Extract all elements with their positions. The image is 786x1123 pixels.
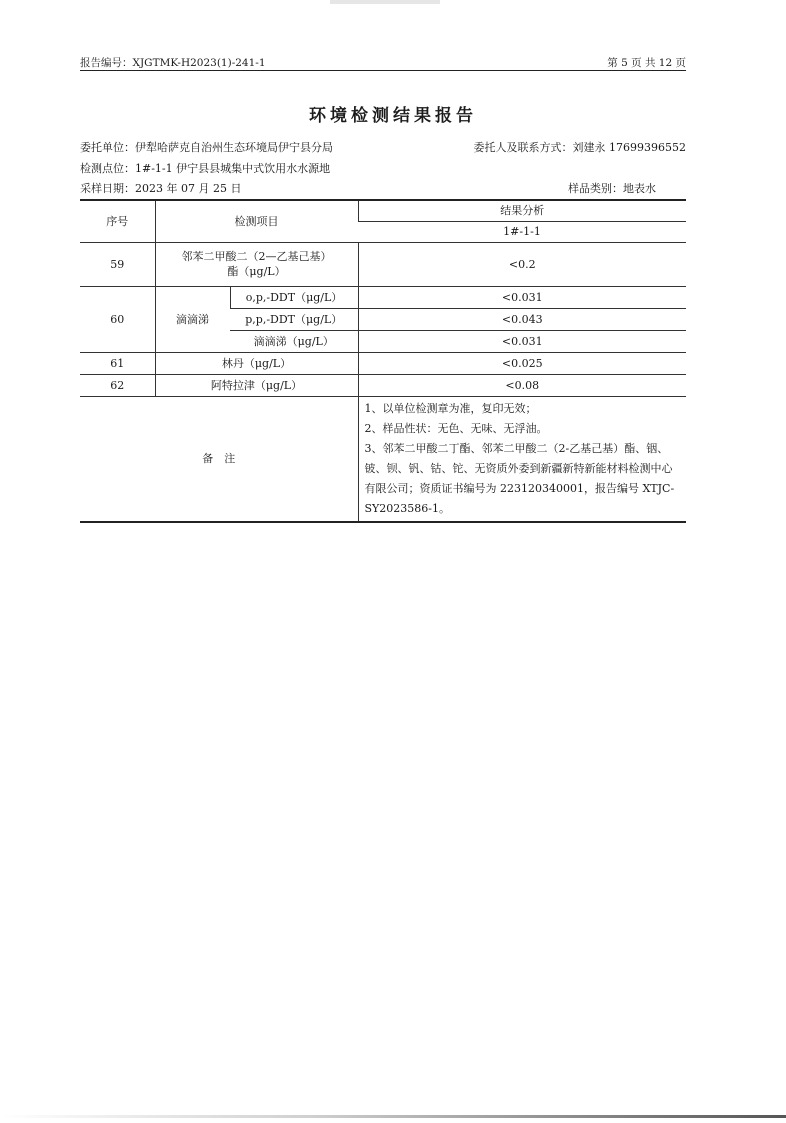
page-indicator: 第 5 页 共 12 页 [607, 57, 686, 69]
row-no: 60 [80, 286, 155, 352]
col-header-sample: 1#-1-1 [358, 221, 686, 242]
col-header-result: 结果分析 [358, 200, 686, 221]
row-no: 61 [80, 352, 155, 374]
col-header-item: 检测项目 [155, 200, 358, 242]
row-value: <0.2 [358, 242, 686, 286]
row-item: 林丹（μg/L） [155, 352, 358, 374]
row-value: <0.031 [358, 286, 686, 308]
remark-item: 2、样品性状：无色、无味、无浮油。 [364, 421, 548, 435]
row-subitem: 滴滴涕（μg/L） [230, 330, 358, 352]
row-subitem: p,p,-DDT（μg/L） [230, 308, 358, 330]
sampling-date: 采样日期：2023 年 07 月 25 日 [80, 182, 242, 195]
remarks-row [80, 396, 686, 522]
item-line: 酯（μg/L） [227, 265, 286, 278]
row-value: <0.031 [358, 330, 686, 352]
row-no: 62 [80, 374, 155, 396]
row-value: <0.025 [358, 352, 686, 374]
table-row [80, 242, 686, 286]
row-item [155, 242, 358, 286]
row-group: 滴滴涕 [155, 286, 230, 352]
remarks-label: 备 注 [80, 396, 358, 522]
document-title: 环境检测结果报告 [309, 106, 477, 126]
contact-info: 委托人及联系方式：刘建永 17699396552 [473, 141, 686, 154]
scan-edge [0, 1115, 786, 1118]
results-table [80, 199, 686, 523]
row-subitem: o,p,-DDT（μg/L） [230, 286, 358, 308]
report-number: 报告编号：XJGTMK-H2023(1)-241-1 [80, 57, 266, 69]
table-row [80, 374, 686, 396]
client-unit: 委托单位：伊犁哈萨克自治州生态环境局伊宁县分局 [80, 141, 333, 154]
table-row [80, 352, 686, 374]
item-line: 邻苯二甲酸二（2—乙基己基） [181, 250, 332, 263]
row-value: <0.043 [358, 308, 686, 330]
scan-mark [330, 0, 440, 4]
col-header-no: 序号 [80, 200, 155, 242]
remark-item: 1、以单位检测章为准，复印无效； [364, 401, 537, 415]
sample-type: 样品类别：地表水 [568, 182, 656, 195]
table-header-row [80, 200, 686, 221]
remarks-content [358, 396, 686, 522]
row-item: 阿特拉津（μg/L） [155, 374, 358, 396]
row-value: <0.08 [358, 374, 686, 396]
row-no: 59 [80, 242, 155, 286]
remark-item: 3、邻苯二甲酸二丁酯、邻苯二甲酸二（2-乙基己基）酯、铟、铍、钡、钒、钴、铊、无资质外委到新疆新特新能材料检测中心有限公司；资质证书编号为 223120340001，报告编号 XTJC-SY2023586-1。 [364, 441, 675, 515]
header-rule [80, 70, 686, 71]
sampling-site: 检测点位：1#-1-1 伊宁县县城集中式饮用水水源地 [80, 162, 331, 175]
table-row [80, 286, 686, 308]
